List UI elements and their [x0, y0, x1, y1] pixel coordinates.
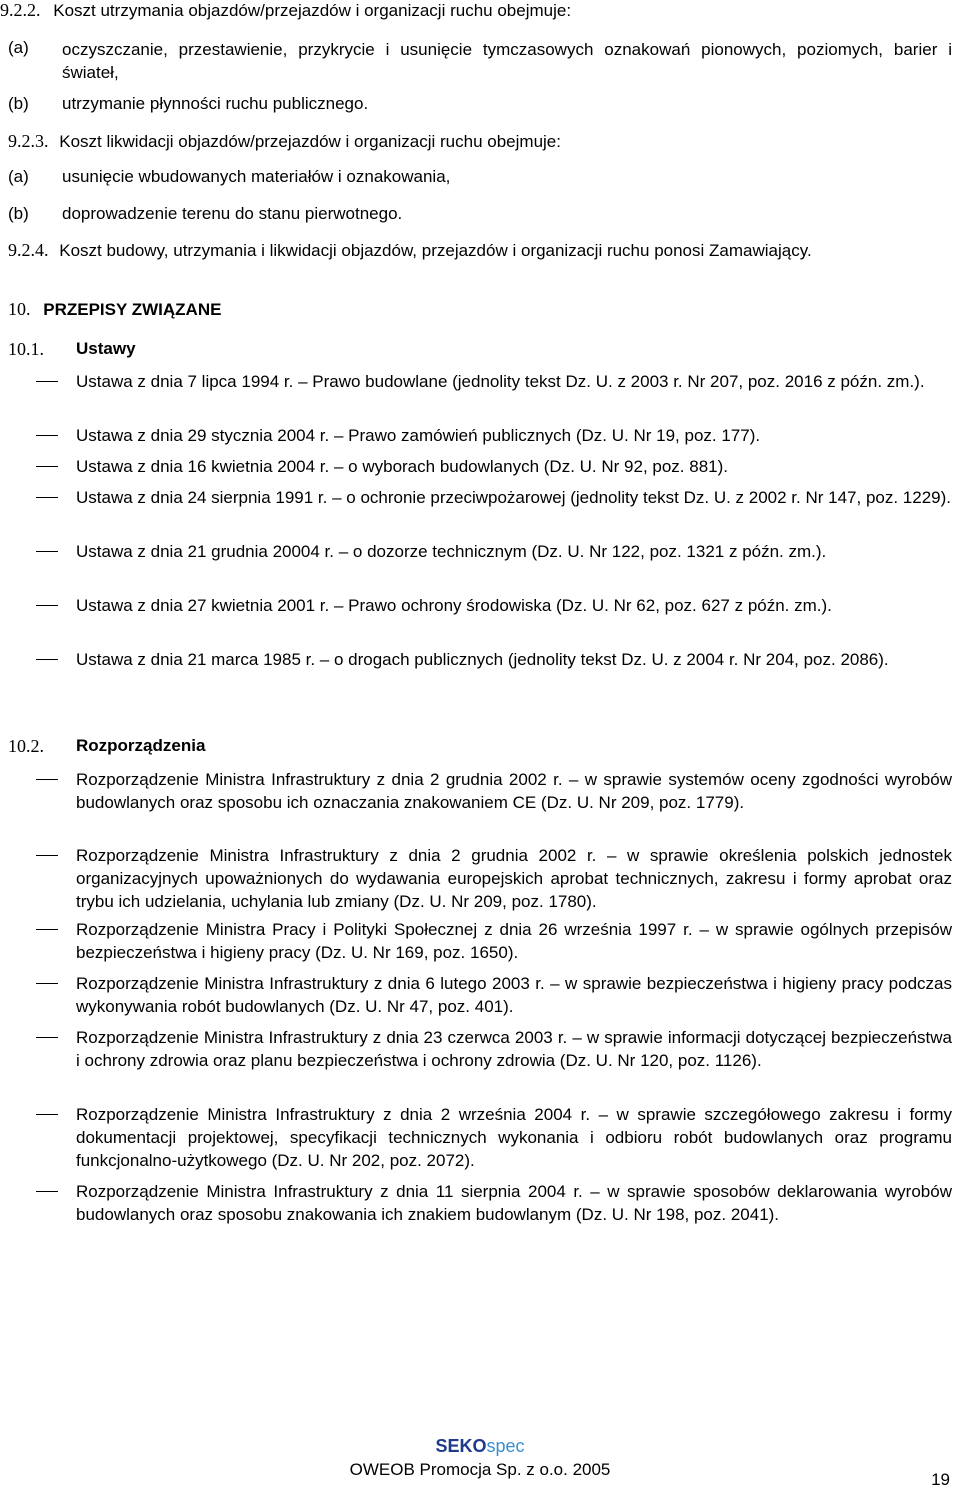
- list-item: Ustawa z dnia 27 kwietnia 2001 r. – Prawo ochrony środowiska (Dz. U. Nr 62, poz. 627 z późn. zm.).: [76, 596, 832, 615]
- list-item: Rozporządzenie Ministra Infrastruktury z dnia 2 grudnia 2002 r. – w sprawie określenia polskich jednostek organizacyjnych upoważnionych do wydawania europejskich aprobat technicznych, zakresu i formy aprobat oraz trybu ich udzielania, uchylania lub zmiany (Dz. U. Nr 209, poz. 1780).: [76, 846, 952, 911]
- item-text: utrzymanie płynności ruchu publicznego.: [62, 94, 369, 113]
- dash-bullet: [36, 929, 58, 930]
- footer-logo: [0, 1436, 960, 1457]
- dash-bullet: [36, 1191, 58, 1192]
- section-title: Ustawy: [76, 339, 136, 358]
- section-923-heading: [8, 131, 561, 152]
- dash-bullet: [36, 1114, 58, 1115]
- dash-bullet: [36, 855, 58, 856]
- list-item: Rozporządzenie Ministra Infrastruktury z dnia 23 czerwca 2003 r. – w sprawie informacji dotyczącej bezpieczeństwa i ochrony zdrowia oraz planu bezpieczeństwa i ochrony zdrowia (Dz. U. Nr 120, poz. 1126).: [76, 1028, 952, 1070]
- dash-bullet: [36, 381, 58, 382]
- item-label: (b): [8, 94, 29, 113]
- item-label: (a): [8, 167, 29, 186]
- item-text: usunięcie wbudowanych materiałów i oznakowania,: [62, 167, 451, 186]
- page-number: 19: [931, 1470, 950, 1489]
- dash-bullet: [36, 466, 58, 467]
- list-item: Ustawa z dnia 24 sierpnia 1991 r. – o ochronie przeciwpożarowej (jednolity tekst Dz. U. z 2002 r. Nr 147, poz. 1229).: [76, 488, 952, 507]
- list-item: Ustawa z dnia 21 grudnia 20004 r. – o dozorze technicznym (Dz. U. Nr 122, poz. 1321 z późn. zm.).: [76, 542, 827, 561]
- list-item: Rozporządzenie Ministra Pracy i Polityki Społecznej z dnia 26 września 1997 r. – w sprawie ogólnych przepisów bezpieczeństwa i higieny pracy (Dz. U. Nr 169, poz. 1650).: [76, 920, 952, 962]
- section-title: Rozporządzenia: [76, 736, 206, 755]
- dash-bullet: [36, 551, 58, 552]
- brand-light: spec: [486, 1436, 525, 1456]
- list-item: Ustawa z dnia 21 marca 1985 r. – o drogach publicznych (jednolity tekst Dz. U. z 2004 r. Nr 204, poz. 2086).: [76, 650, 889, 669]
- list-item: Rozporządzenie Ministra Infrastruktury z dnia 2 września 2004 r. – w sprawie szczegółowego zakresu i formy dokumentacji projektowej, specyfikacji technicznych wykonania i odbioru robót budowlanych oraz programu funkcjonalno-użytkowego (Dz. U. Nr 202, poz. 2072).: [76, 1105, 952, 1170]
- dash-bullet: [36, 435, 58, 436]
- section-number: 9.2.3.: [8, 131, 49, 151]
- dash-bullet: [36, 779, 58, 780]
- list-item: Ustawa z dnia 7 lipca 1994 r. – Prawo budowlane (jednolity tekst Dz. U. z 2003 r. Nr 207, poz. 2016 z późn. zm.).: [76, 372, 925, 391]
- section-number: 9.2.2.: [0, 0, 41, 20]
- dash-bullet: [36, 1037, 58, 1038]
- section-title: Koszt utrzymania objazdów/przejazdów i organizacji ruchu obejmuje:: [53, 1, 572, 20]
- section-number: 9.2.4.: [8, 240, 49, 260]
- dash-bullet: [36, 497, 58, 498]
- footer-company: OWEOB Promocja Sp. z o.o. 2005: [349, 1460, 611, 1479]
- section-title: Koszt likwidacji objazdów/przejazdów i organizacji ruchu obejmuje:: [59, 132, 561, 151]
- dash-bullet: [36, 659, 58, 660]
- list-item: Rozporządzenie Ministra Infrastruktury z dnia 11 sierpnia 2004 r. – w sprawie sposobów deklarowania wyrobów budowlanych oraz sposobu znakowania ich znakiem budowlanym (Dz. U. Nr 198, poz. 2041).: [76, 1182, 952, 1224]
- item-text: oczyszczanie, przestawienie, przykrycie i usunięcie tymczasowych oznakowań pionowych, poziomych, barier i świateł,: [62, 40, 952, 82]
- section-title: PRZEPISY ZWIĄZANE: [43, 300, 222, 319]
- dash-bullet: [36, 983, 58, 984]
- section-10-heading: [8, 299, 221, 320]
- section-922-heading: [0, 0, 571, 21]
- list-item: Ustawa z dnia 29 stycznia 2004 r. – Prawo zamówień publicznych (Dz. U. Nr 19, poz. 177).: [76, 426, 761, 445]
- section-text: Koszt budowy, utrzymania i likwidacji objazdów, przejazdów i organizacji ruchu ponosi Zamawiający.: [59, 241, 812, 260]
- list-item: Ustawa z dnia 16 kwietnia 2004 r. – o wyborach budowlanych (Dz. U. Nr 92, poz. 881).: [76, 457, 729, 476]
- item-label: (a): [8, 38, 29, 57]
- dash-bullet: [36, 605, 58, 606]
- section-924: [8, 240, 812, 261]
- section-number: 10.: [8, 299, 31, 319]
- section-number: 10.1.: [8, 339, 44, 359]
- brand-bold: SEKO: [435, 1436, 487, 1456]
- section-number: 10.2.: [8, 736, 44, 756]
- list-item: Rozporządzenie Ministra Infrastruktury z dnia 6 lutego 2003 r. – w sprawie bezpieczeństwa i higieny pracy podczas wykonywania robót budowlanych (Dz. U. Nr 47, poz. 401).: [76, 974, 952, 1016]
- item-text: doprowadzenie terenu do stanu pierwotnego.: [62, 204, 403, 223]
- list-item: Rozporządzenie Ministra Infrastruktury z dnia 2 grudnia 2002 r. – w sprawie systemów oceny zgodności wyrobów budowlanych oraz sposobu ich oznaczania znakowaniem CE (Dz. U. Nr 209, poz. 1779).: [76, 770, 952, 812]
- item-label: (b): [8, 204, 29, 223]
